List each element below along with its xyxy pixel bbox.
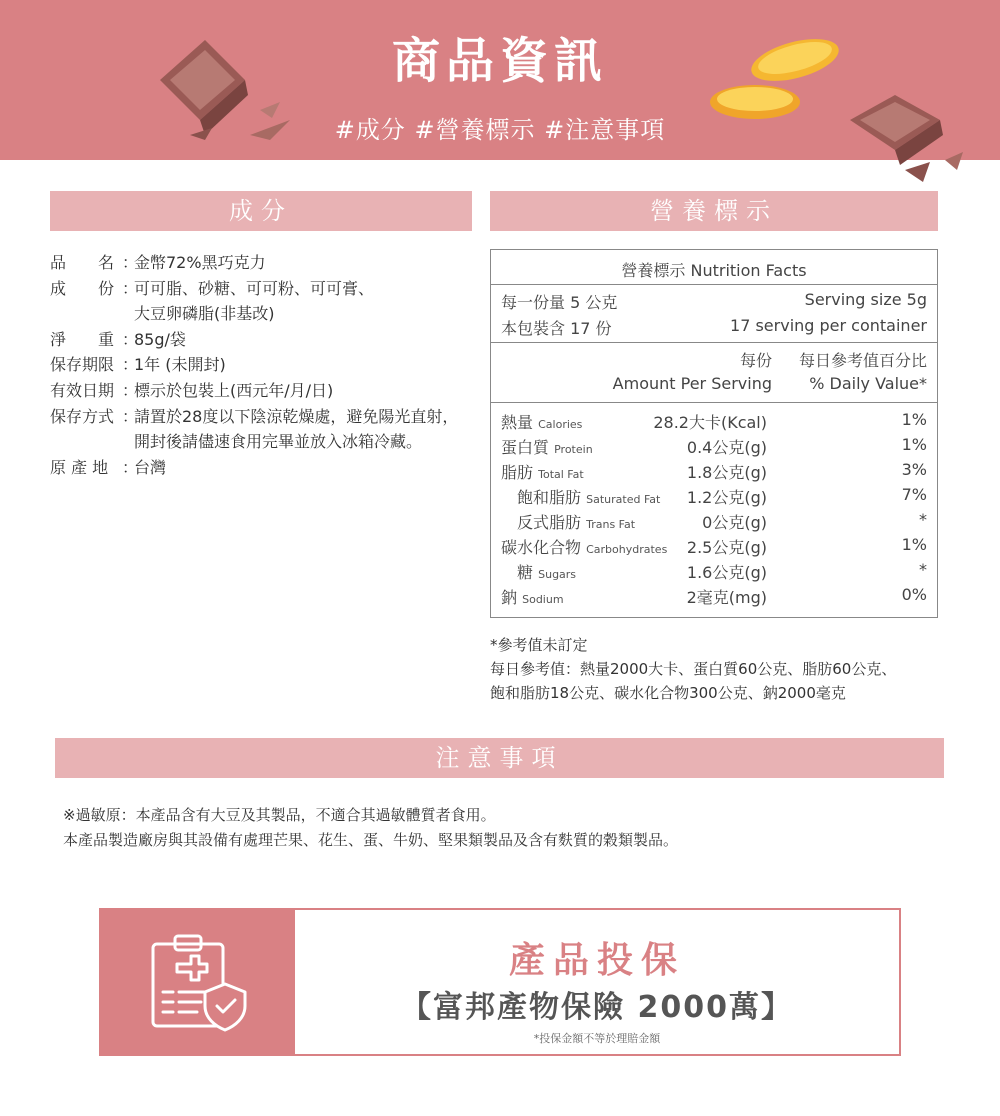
nutrition-row: [491, 510, 937, 534]
nutrition-footnote: 飽和脂肪18公克、碳水化合物300公克、鈉2000毫克: [490, 684, 846, 702]
nutrition-row: [491, 535, 937, 559]
header-banner: [0, 0, 1000, 160]
nutrient-name-en: Calories: [538, 418, 583, 431]
nutrient-name-en: Sodium: [522, 593, 564, 606]
section-title-nutrition: 營養標示: [650, 197, 778, 225]
ingredient-value-continued: 大豆卵磷脂(非基改): [134, 304, 275, 323]
caution-line: ※過敏原：本產品含有大豆及其製品，不適合其過敏體質者食用。: [63, 806, 496, 824]
ingredient-value: 可可脂、砂糖、可可粉、可可膏、: [134, 279, 375, 298]
nutrition-row: [491, 410, 937, 434]
nutrient-name: [501, 410, 582, 433]
nutrient-name-zh: 鈉: [501, 588, 518, 607]
ingredient-label: 品 名: [50, 253, 115, 272]
nutrient-name-zh: 蛋白質: [501, 438, 550, 457]
ingredient-value: 標示於包裝上(西元年/月/日): [134, 381, 334, 400]
ingredient-row: 有效日期 ：標示於包裝上(西元年/月/日): [50, 378, 490, 401]
nutrient-daily-value: 1%: [901, 535, 927, 554]
nutrition-row: [491, 460, 937, 484]
section-bar-nutrition: [490, 191, 938, 231]
nutrient-amount: 0.4公克(g): [686, 438, 767, 457]
ingredient-row: 品 名 ：金幣72%黑巧克力: [50, 250, 490, 273]
ingredient-label: 成 份: [50, 279, 115, 298]
ingredients-list: [50, 250, 490, 490]
ingredient-value: 請置於28度以下陰涼乾燥處，避免陽光直射，: [134, 407, 459, 426]
ingredient-row: 成 份 ：可可脂、砂糖、可可粉、可可膏、: [50, 276, 490, 299]
nutrient-name-en: Trans Fat: [586, 518, 636, 531]
nutrient-amount: 28.2大卡(Kcal): [653, 413, 767, 432]
ingredient-row: 保存方式 ：請置於28度以下陰涼乾燥處，避免陽光直射，: [50, 404, 490, 427]
insurance-icon-panel: [101, 910, 295, 1054]
servings-per-container-zh: 本包裝含 17 份: [501, 319, 612, 338]
ingredient-row: 保存期限 ：1年 (未開封): [50, 352, 490, 375]
ingredient-label: 淨 重: [50, 330, 115, 349]
section-title-ingredients: 成分: [229, 197, 293, 225]
nutrient-name-en: Sugars: [538, 568, 577, 581]
nutrition-row: [491, 435, 937, 459]
nutrition-row: [491, 585, 937, 609]
nutrient-name: [501, 535, 667, 558]
ingredient-value: 金幣72%黑巧克力: [134, 253, 266, 272]
page-title: 商品資訊: [391, 33, 608, 89]
nutrient-name-zh: 脂肪: [501, 463, 534, 482]
daily-value-en: % Daily Value*: [809, 374, 927, 393]
caution-line: 本產品製造廠房與其設備有處理芒果、花生、蛋、牛奶、堅果類製品及含有麩質的穀類製品。: [63, 831, 679, 849]
nutrient-name-en: Carbohydrates: [586, 543, 668, 556]
section-title-caution: 注意事項: [435, 744, 564, 772]
section-bar-ingredients: [50, 191, 472, 231]
ingredient-label: 原 產 地: [50, 458, 109, 477]
daily-value-zh: 每日參考值百分比: [798, 351, 927, 370]
nutrition-heading: 營養標示 Nutrition Facts: [621, 261, 807, 280]
nutrient-amount: 1.8公克(g): [686, 463, 767, 482]
nutrient-daily-value: *: [919, 560, 927, 579]
nutrient-name: [517, 485, 660, 508]
ingredient-label: 有效日期: [50, 381, 115, 400]
ingredient-row: 淨 重 ：85g/袋: [50, 327, 490, 350]
nutrient-name: [501, 460, 584, 483]
nutrition-row: [491, 485, 937, 509]
insurance-clipboard-shield-icon: [145, 932, 255, 1036]
nutrient-daily-value: 0%: [901, 585, 927, 604]
nutrient-amount: 1.6公克(g): [686, 563, 767, 582]
nutrient-amount: 2毫克(mg): [686, 588, 767, 607]
nutrition-row: [491, 560, 937, 584]
insurance-amount: 【富邦產物保險 2000萬】: [401, 990, 793, 1025]
page-tags: #成分 #營養標示 #注意事項: [334, 116, 666, 144]
nutrient-name-en: Total Fat: [538, 468, 584, 481]
servings-per-container-en: 17 serving per container: [730, 316, 927, 335]
ingredient-row: 原 產 地 ：台灣: [50, 455, 490, 478]
nutrition-footnote: 每日參考值：熱量2000大卡、蛋白質60公克、脂肪60公克、: [490, 660, 897, 678]
ingredient-label: 保存期限: [50, 355, 115, 374]
ingredient-value-continued: 開封後請儘速食用完畢並放入冰箱冷藏。: [134, 432, 423, 451]
per-serving-en: Amount Per Serving: [612, 374, 772, 393]
nutrient-daily-value: 3%: [901, 460, 927, 479]
nutrient-name: [517, 510, 635, 533]
nutrition-table: [490, 249, 938, 618]
serving-size-en: Serving size 5g: [804, 290, 927, 309]
per-serving-zh: 每份: [739, 351, 772, 370]
nutrient-name-zh: 飽和脂肪: [517, 488, 582, 507]
section-bar-caution: [55, 738, 944, 778]
nutrient-amount: 0公克(g): [702, 513, 767, 532]
nutrient-name: [517, 560, 576, 583]
serving-size-zh: 每一份量 5 公克: [501, 293, 618, 312]
nutrient-name-en: Saturated Fat: [586, 493, 661, 506]
nutrient-amount: 2.5公克(g): [686, 538, 767, 557]
nutrient-name-zh: 反式脂肪: [517, 513, 582, 532]
ingredient-value: 1年 (未開封): [134, 355, 226, 374]
nutrient-daily-value: *: [919, 510, 927, 529]
nutrient-name: [501, 585, 564, 608]
insurance-box: [99, 908, 901, 1056]
nutrient-name: [501, 435, 593, 458]
insurance-title: 產品投保: [508, 940, 685, 981]
ingredient-value: 85g/袋: [134, 330, 186, 349]
ingredient-value: 台灣: [134, 458, 167, 477]
nutrient-amount: 1.2公克(g): [686, 488, 767, 507]
nutrient-name-zh: 熱量: [501, 413, 534, 432]
nutrient-name-zh: 碳水化合物: [501, 538, 582, 557]
nutrient-daily-value: 1%: [901, 410, 927, 429]
nutrient-daily-value: 7%: [901, 485, 927, 504]
nutrient-daily-value: 1%: [901, 435, 927, 454]
nutrition-footnote: *參考值未訂定: [490, 636, 588, 654]
insurance-note: *投保金額不等於理賠金額: [533, 1032, 661, 1045]
ingredient-label: 保存方式: [50, 407, 115, 426]
nutrient-name-en: Protein: [554, 443, 593, 456]
nutrient-name-zh: 糖: [517, 563, 534, 582]
